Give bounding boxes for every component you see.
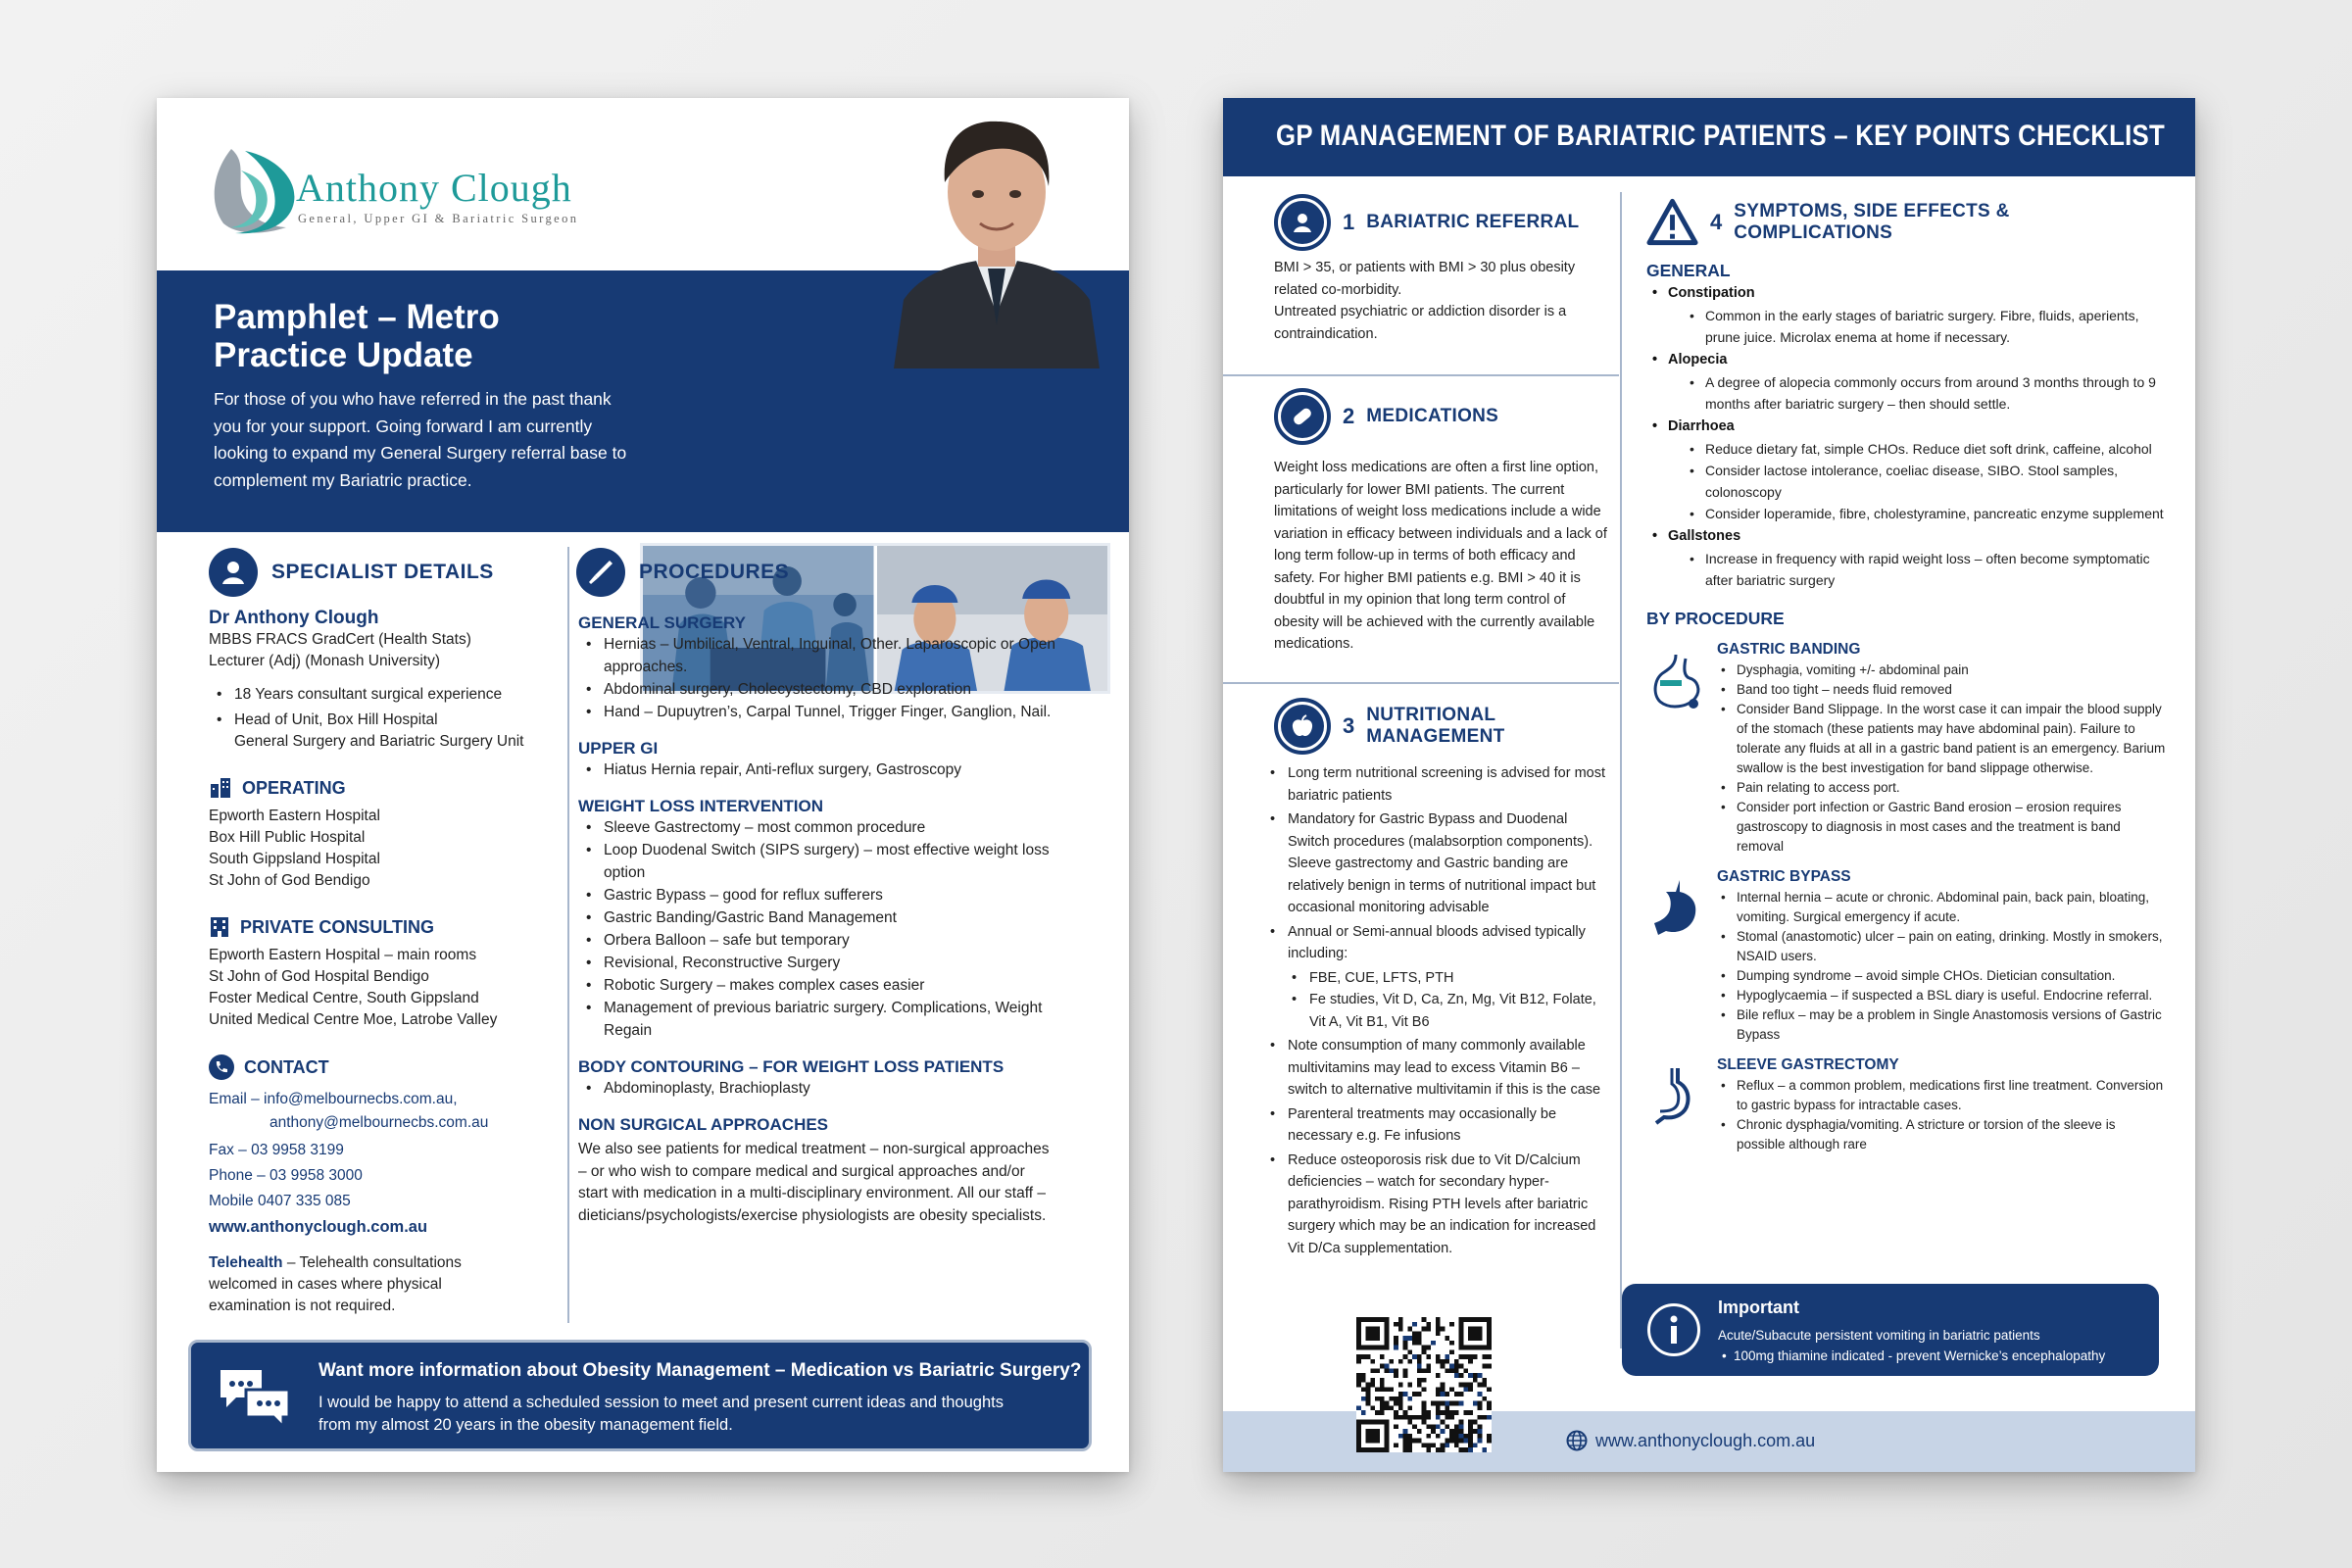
email-link-anthony[interactable]: anthony@melbournecbs.com.au [270, 1114, 489, 1131]
symptom-head: • Constipation [1646, 282, 2166, 305]
non-surgical-text: We also see patients for medical treatment – non-surgical approaches – or who wish to compare medical and surgical approaches and/or start with medication in a multi-disciplinary environment. All our staff – dieticians/psychologists/exercise physiologists are obesity specialists. [578, 1141, 1050, 1224]
section-title: MEDICATIONS [1366, 406, 1499, 426]
list-item: • Pain relating to access port. [1717, 778, 2166, 798]
list-item: St John of God Bendigo [209, 872, 370, 889]
hero-text: For those of you who have referred in the past thank you for your support. Going forward I am currently looking to expand my General Surgery referral base to complement my Bariatric practice. [214, 389, 627, 490]
column-divider [567, 547, 569, 1323]
general-surgery-title: GENERAL SURGERY [578, 613, 746, 632]
list-item: • Hypoglycaemia – if suspected a BSL diary is useful. Endocrine referral. [1717, 986, 2166, 1005]
list-item: • Gastric Banding/Gastric Band Management [578, 906, 1058, 929]
fax-number: Fax – 03 9958 3199 [209, 1142, 344, 1158]
list-item: • Long term nutritional screening is advised for most bariatric patients [1268, 762, 1613, 807]
list-item: • Orbera Balloon – safe but temporary [578, 929, 1058, 952]
list-item: • Reduce osteoporosis risk due to Vit D/Calcium deficiencies – watch for secondary hyper-parathyroidism. Rising PTH levels after bariatric surgery which may be an indication for increased Vit D/Ca supplementation. [1268, 1150, 1613, 1260]
important-bullet: • 100mg thiamine indicated - prevent Wernicke’s encephalopathy [1722, 1348, 2106, 1363]
list-item: • Sleeve Gastrectomy – most common procedure [578, 816, 1058, 839]
list-item: • Dysphagia, vomiting +/- abdominal pain [1717, 661, 2166, 680]
list-item: • Note consumption of many commonly available multivitamins may lead to excess Vitamin B6 – switch to alternative multivitamin if this is the case [1268, 1035, 1613, 1102]
list-item: • Reflux – a common problem, medications first line treatment. Conversion to gastric bypass for intractable cases. [1717, 1076, 2166, 1115]
scalpel-icon [576, 548, 625, 597]
hero-title-line1: Pamphlet – Metro [214, 298, 500, 336]
upper-gi-title: UPPER GI [578, 739, 659, 758]
doctor-name: Dr Anthony Clough [209, 608, 379, 628]
important-bullet-text: 100mg thiamine indicated - prevent Wernicke’s encephalopathy [1734, 1348, 2106, 1363]
section-divider [1223, 682, 1619, 684]
section-referral [1274, 194, 1607, 345]
list-item: • Annual or Semi-annual bloods advised typically including: [1268, 921, 1613, 965]
logo [202, 141, 711, 239]
list-item: • Parenteral treatments may occasionally be necessary e.g. Fe infusions [1268, 1103, 1613, 1148]
contact-title: CONTACT [244, 1056, 329, 1077]
sleeve-gastrectomy-block [1646, 1054, 2166, 1154]
list-item: • Stomal (anastomotic) ulcer – pain on eating, drinking. Mostly in smokers, NSAID users. [1717, 927, 2166, 966]
list-item: • Hernias – Umbilical, Ventral, Inguinal, Other. Laparoscopic or Open approaches. [578, 633, 1058, 678]
private-title: PRIVATE CONSULTING [240, 916, 434, 937]
list-item: • Consider loperamide, fibre, cholestyramine, pancreatic enzyme supplement [1646, 503, 2166, 524]
banner-text: I would be happy to attend a scheduled session to meet and present current ideas and thoughts from my almost 20 years in the obesity management field. [318, 1394, 1004, 1434]
doctor-role: Lecturer (Adj) (Monash University) [209, 653, 441, 669]
list-item: • Loop Duodenal Switch (SIPS surgery) – most effective weight loss option [578, 839, 1058, 884]
list-item: • Robotic Surgery – makes complex cases easier [578, 974, 1058, 997]
checklist-title: GP MANAGEMENT OF BARIATRIC PATIENTS – KEY POINTS CHECKLIST [1276, 120, 2166, 152]
mobile-number[interactable]: Mobile 0407 335 085 [209, 1193, 351, 1209]
general-title: GENERAL [1646, 261, 1731, 280]
section-nutrition [1268, 698, 1613, 1259]
section-number: 3 [1343, 713, 1355, 738]
stomach-icon [1646, 878, 1705, 939]
symptom-head: • Diarrhoea [1646, 416, 2166, 438]
footer-url-text[interactable]: www.anthonyclough.com.au [1595, 1430, 1816, 1450]
phone-number[interactable]: Phone – 03 9958 3000 [209, 1167, 363, 1184]
surgeon-portrait [884, 104, 1109, 368]
list-item: St John of God Hospital Bendigo [209, 968, 429, 985]
building-icon [209, 915, 230, 939]
section-symptoms [1646, 194, 2166, 1154]
list-item: • Reduce dietary fat, simple CHOs. Reduce diet soft drink, caffeine, alcohol [1646, 438, 2166, 460]
nutrition-heading [1268, 698, 1613, 755]
pill-icon [1274, 388, 1331, 445]
list-item: • Dumping syndrome – avoid simple CHOs. Dietician consultation. [1717, 966, 2166, 986]
building-icon [209, 776, 232, 800]
nutrition-list [1268, 762, 1613, 1259]
body-contouring-title: BODY CONTOURING – FOR WEIGHT LOSS PATIENTS [578, 1057, 1004, 1076]
important-box [1622, 1284, 2159, 1376]
gastric-banding-block [1646, 639, 2166, 857]
hero-title-line2: Practice Update [214, 336, 473, 374]
referral-line: BMI > 35, or patients with BMI > 30 plus obesity related co-morbidity. [1274, 260, 1576, 298]
logo-mark-icon [202, 141, 300, 239]
info-banner [188, 1340, 1092, 1451]
list-item: • Mandatory for Gastric Bypass and Duodenal Switch procedures (malabsorption components). Sleeve gastrectomy and Gastric banding are relatively benign in terms of nutritional impact but occasional monitoring advisable [1268, 808, 1613, 919]
column-divider [1620, 192, 1622, 1348]
symptom-head: • Alopecia [1646, 349, 2166, 371]
list-item: • Band too tight – needs fluid removed [1717, 680, 2166, 700]
list-item: • Head of Unit, Box Hill Hospital [209, 710, 718, 731]
section-number: 2 [1343, 404, 1355, 428]
important-text [1718, 1325, 2105, 1366]
email-label: Email – [209, 1091, 264, 1107]
symptom-head: • Gallstones [1646, 525, 2166, 548]
non-surgical-title: NON SURGICAL APPROACHES [578, 1115, 829, 1134]
list-item: Foster Medical Centre, South Gippsland [209, 990, 479, 1006]
list-item: • FBE, CUE, LFTS, PTH [1268, 967, 1613, 990]
hero-title [214, 298, 500, 374]
list-item: • Chronic dysphagia/vomiting. A stricture or torsion of the sleeve is possible although rare [1717, 1115, 2166, 1154]
list-item: • Revisional, Reconstructive Surgery [578, 952, 1058, 974]
list-item: • Management of previous bariatric surgery. Complications, Weight Regain [578, 997, 1058, 1042]
telehealth-label: Telehealth [209, 1254, 283, 1271]
list-item: • Hand – Dupuytren’s, Carpal Tunnel, Trigger Finger, Ganglion, Nail. [578, 701, 1058, 723]
gastric-banding-title: GASTRIC BANDING [1717, 641, 1861, 658]
list-item: • Bile reflux – may be a problem in Single Anastomosis versions of Gastric Bypass [1717, 1005, 2166, 1045]
specialist-title: SPECIALIST DETAILS [271, 561, 494, 583]
list-item: Epworth Eastern Hospital [209, 808, 380, 824]
procedures-list [578, 613, 1058, 1227]
user-icon [1274, 194, 1331, 251]
logo-tagline: General, Upper GI & Bariatric Surgeon [298, 212, 579, 225]
procedures-title: PROCEDURES [639, 561, 790, 583]
by-procedure-title: BY PROCEDURE [1646, 609, 1785, 628]
telehealth-text: – Telehealth consultations welcomed in cases where physical examination is not required. [209, 1254, 462, 1314]
qr-code[interactable] [1356, 1317, 1492, 1452]
section-medications [1274, 388, 1612, 656]
warning-icon [1646, 198, 1698, 247]
apple-icon [1274, 698, 1331, 755]
doctor-credentials: MBBS FRACS GradCert (Health Stats) [209, 631, 471, 648]
operating-title: OPERATING [242, 777, 346, 798]
list-item: • Consider port infection or Gastric Band erosion – erosion requires gastroscopy to diagnosis in most cases and the treatment is band removal [1717, 798, 2166, 857]
list-item: General Surgery and Bariatric Surgery Unit [234, 733, 524, 750]
stomach-icon [1646, 1066, 1705, 1127]
symptoms-heading [1646, 194, 2166, 251]
referral-heading [1274, 194, 1607, 251]
section-divider [1223, 374, 1619, 376]
pamphlet-front-page [157, 98, 1129, 1472]
list-item: • 18 Years consultant surgical experience [209, 684, 718, 706]
referral-line: Untreated psychiatric or addiction disorder is a contraindication. [1274, 304, 1567, 342]
globe-icon [1566, 1430, 1588, 1451]
gastric-bypass-block [1646, 866, 2166, 1045]
section-number: 4 [1710, 210, 1723, 234]
user-icon [209, 548, 258, 597]
speech-bubbles-icon [217, 1364, 293, 1431]
list-item: United Medical Centre Moe, Latrobe Valley [209, 1011, 498, 1028]
important-line: Acute/Subacute persistent vomiting in bariatric patients [1718, 1328, 2040, 1343]
medications-text: Weight loss medications are often a first line option, particularly for lower BMI patients. The current limitations of weight loss medications include a wide variation in efficacy between individuals and a lack of long term follow-up in terms of both efficacy and safety. For higher BMI patients e.g. BMI > 40 it is doubtful in my opinion that long term control of obesity will be achieved with the currently available medications. [1274, 460, 1607, 652]
list-item: Epworth Eastern Hospital – main rooms [209, 947, 477, 963]
logo-name: Anthony Clough [296, 166, 572, 210]
telehealth-note [209, 1252, 522, 1317]
list-item: • Fe studies, Vit D, Ca, Zn, Mg, Vit B12, Folate, Vit A, Vit B1, Vit B6 [1268, 989, 1613, 1033]
list-item: • Consider lactose intolerance, coeliac disease, SIBO. Stool samples, colonoscopy [1646, 460, 2166, 503]
phone-icon [209, 1054, 234, 1080]
email-link-info[interactable]: info@melbournecbs.com.au, [264, 1091, 458, 1107]
checklist-header [1223, 98, 2195, 176]
section-title: SYMPTOMS, SIDE EFFECTS & COMPLICATIONS [1734, 201, 2010, 243]
website-link[interactable]: www.anthonyclough.com.au [209, 1218, 428, 1236]
list-item: • Abdominal surgery, Cholecystectomy, CBD exploration [578, 678, 1058, 701]
list-item: • Abdominoplasty, Brachioplasty [578, 1077, 1058, 1100]
list-item: • Internal hernia – acute or chronic. Abdominal pain, back pain, bloating, vomiting. Surgical emergency if acute. [1717, 888, 2166, 927]
section-number: 1 [1343, 210, 1355, 234]
list-item: • Gastric Bypass – good for reflux sufferers [578, 884, 1058, 906]
list-item: • Consider Band Slippage. In the worst case it can impair the blood supply of the stomach (these patients may have abdominal pain). Failure to tolerate any fluids at all in a gastric band patient is an emergency. Barium swallow is the best investigation for band slippage otherwise. [1717, 700, 2166, 778]
list-item: South Gippsland Hospital [209, 851, 380, 867]
gastric-bypass-title: GASTRIC BYPASS [1717, 868, 1851, 885]
sleeve-gastrectomy-title: SLEEVE GASTRECTOMY [1717, 1056, 1899, 1073]
list-item: • Common in the early stages of bariatric surgery. Fibre, fluids, aperients, prune juice. Microlax enema at home if necessary. [1646, 305, 2166, 348]
section-title: BARIATRIC REFERRAL [1366, 212, 1580, 232]
section-title: NUTRITIONAL MANAGEMENT [1366, 705, 1505, 747]
info-icon [1647, 1303, 1700, 1356]
banner-title: Want more information about Obesity Management – Medication vs Bariatric Surgery? [318, 1360, 1082, 1381]
medications-heading [1274, 388, 1612, 445]
procedures-column [578, 547, 1058, 1227]
weight-loss-title: WEIGHT LOSS INTERVENTION [578, 797, 823, 815]
procedures-heading [576, 547, 1058, 598]
list-item: • A degree of alopecia commonly occurs from around 3 months through to 9 months after bariatric surgery – then should settle. [1646, 371, 2166, 415]
list-item: Box Hill Public Hospital [209, 829, 366, 846]
checklist-page [1223, 98, 2195, 1472]
footer-website[interactable] [1566, 1430, 1815, 1451]
list-item: • Increase in frequency with rapid weight loss – often become symptomatic after bariatric surgery [1646, 548, 2166, 591]
important-title: Important [1718, 1298, 1799, 1317]
stomach-icon [1646, 651, 1705, 711]
list-item: • Hiatus Hernia repair, Anti-reflux surgery, Gastroscopy [578, 759, 1058, 781]
